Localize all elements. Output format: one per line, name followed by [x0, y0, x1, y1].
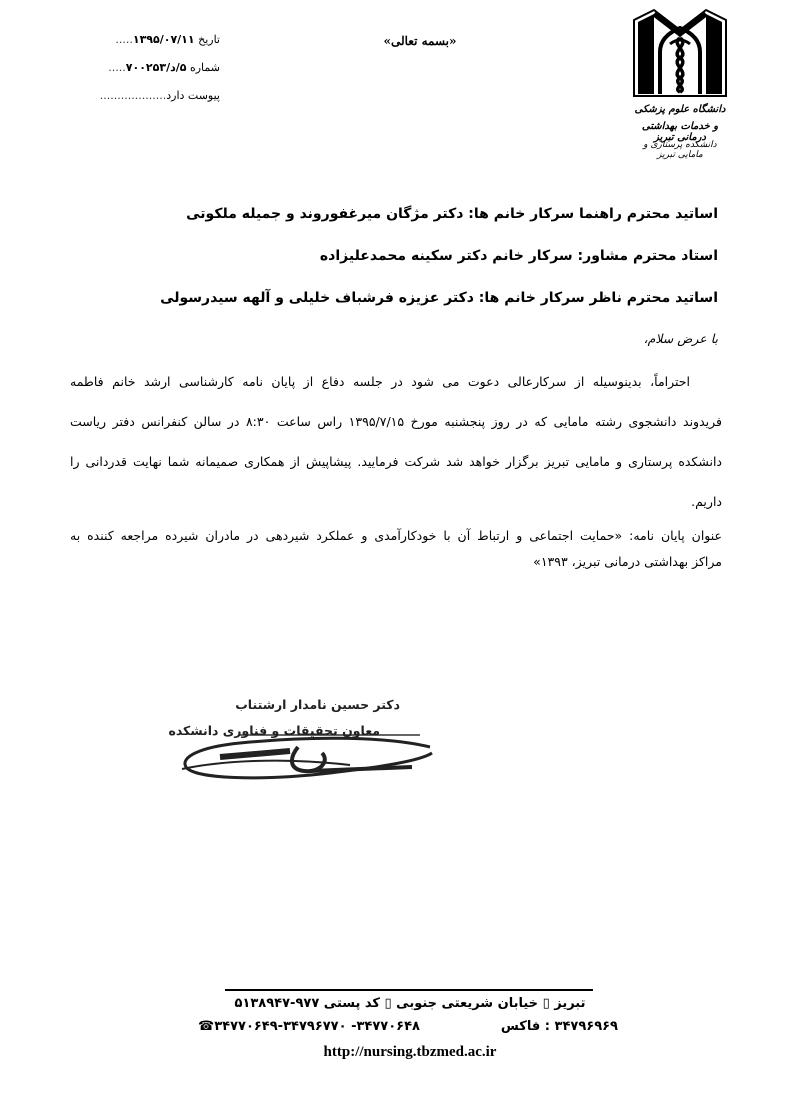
- fax-group: ۳۴۷۹۶۹۶۹ : فاکس: [500, 1019, 618, 1034]
- number-label: شماره: [189, 61, 220, 74]
- signatory-role: معاون تحقیقات و فناوری دانشکده: [168, 723, 380, 738]
- letter-meta: [80, 30, 220, 114]
- letter-body: [70, 369, 722, 529]
- phone-icon: ☎: [198, 1019, 215, 1034]
- phone-numbers: ۳۴۷۷۰۶۴۸- ۳۴۷۷۰۶۴۹-۳۴۷۹۶۷۷۰: [214, 1019, 420, 1034]
- date-value: ۱۳۹۵/۰۷/۱۱: [132, 33, 195, 46]
- logo-line-1: دانشگاه علوم پزشکی: [634, 104, 726, 115]
- thesis-title: [70, 523, 722, 575]
- fax-value: ۳۴۷۹۶۹۶۹: [554, 1019, 618, 1034]
- footer-divider: [225, 989, 593, 991]
- footer-website[interactable]: http://nursing.tbzmed.ac.ir: [323, 1044, 497, 1060]
- thesis-title-line: عنوان پایان نامه: «حمایت اجتماعی و ارتباط آن با خودکارآمدی و عملکرد شیردهی در مادران شیرده مراجعه کننده به: [70, 528, 722, 543]
- greeting: با عرض سلام،: [643, 331, 718, 346]
- basmala: «بسمه تعالی»: [383, 34, 457, 48]
- body-line: احتراماً، بدینوسیله از سرکارعالی دعوت می شود در جلسه دفاع از پایان نامه کارشناسی ارشد خانم فاطمه: [70, 374, 690, 389]
- fax-label: فاکس: [500, 1019, 541, 1034]
- footer-address: تبریز ▯ خیابان شریعتی جنوبی ▯ کد پستی ۹۷۷-۵۱۳۸۹۴۷: [234, 996, 586, 1011]
- number-value: ۵/د/۷۰۰۲۵۳: [125, 61, 187, 74]
- date-row: تاریخ ۱۳۹۵/۰۷/۱۱.....: [115, 33, 220, 46]
- attachment-label: پیوست: [187, 89, 220, 102]
- thesis-title-line: مراکز بهداشتی درمانی تبریز، ۱۳۹۳»: [533, 554, 722, 569]
- addressee-examiners: اساتید محترم ناظر سرکار خانم ها: دکتر عزیزه فرشباف خلیلی و آلهه سیدرسولی: [160, 290, 718, 306]
- body-line: داریم.: [691, 494, 722, 509]
- body-line: فریدوند دانشجوی رشته مامایی که در روز پنجشنبه مورخ ۱۳۹۵/۷/۱۵ راس ساعت ۸:۳۰ در سالن کنفرانس دفتر ریاست: [70, 414, 722, 429]
- attachment-value: دارد: [166, 89, 185, 102]
- logo-line-2: و خدمات بهداشتی درمانی تبریز: [641, 121, 719, 143]
- signature-block: [168, 695, 440, 790]
- addressee-supervisors: اساتید محترم راهنما سرکار خانم ها: دکتر مژگان میرغفوروند و جمیله ملکوتی: [186, 206, 718, 222]
- attachment-row: پیوست دارد...................: [99, 89, 220, 102]
- body-line: دانشکده پرستاری و مامایی تبریز برگزار خواهد شد شرکت فرمایید. پیشاپیش از همکاری صمیمانه شما نهایت قدردانی را: [70, 454, 722, 469]
- date-label: تاریخ: [198, 33, 220, 46]
- addressee-advisor: استاد محترم مشاور: سرکار خانم دکتر سکینه محمدعلیزاده: [319, 248, 718, 264]
- number-row: شماره ۵/د/۷۰۰۲۵۳.....: [108, 61, 220, 74]
- university-logo: [630, 8, 730, 168]
- logo-line-3: دانشکده پرستاری و مامایی تبریز: [643, 140, 717, 160]
- phone-group: [198, 1019, 420, 1034]
- footer-contacts: [198, 1019, 618, 1034]
- university-emblem-icon: [630, 8, 730, 103]
- signatory-name: دکتر حسین نامدار ارشتناب: [235, 697, 400, 712]
